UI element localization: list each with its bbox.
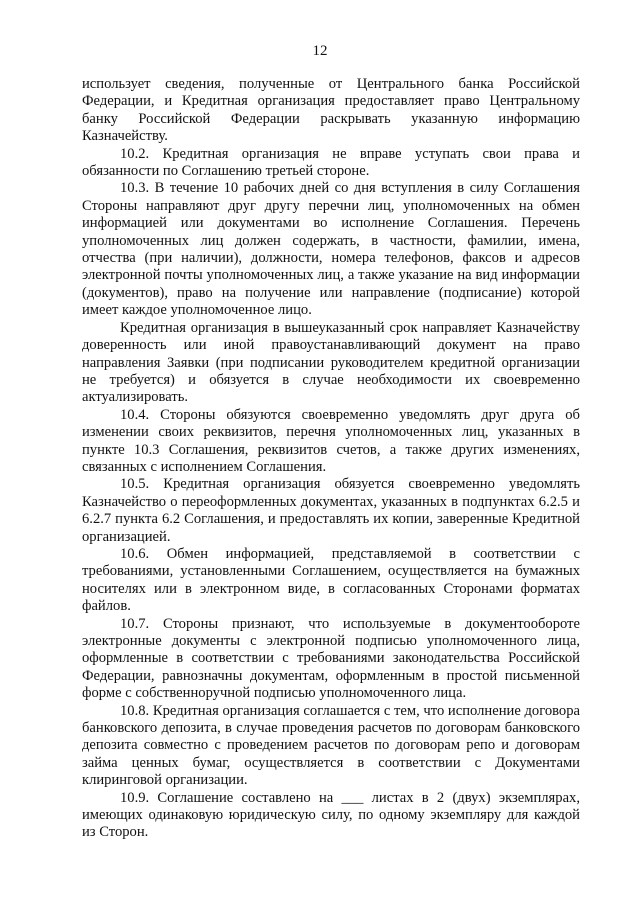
paragraph-continuation: использует сведения, полученные от Центрального банка Российской Федерации, и Кредитная организация предоставляет право Центральному банку Российской Федерации раскрывать указанную информацию Казначейству. — [82, 76, 580, 145]
paragraph-10-3-power-of-attorney: Кредитная организация в вышеуказанный срок направляет Казначейству доверенность или иной правоустанавливающий документ на право направления Заявки (при подписании руководителем кредитной организации не требуется) и обязуется в случае необходимости их своевременно актуализировать. — [82, 319, 580, 406]
paragraph-10-7: 10.7. Стороны признают, что используемые в документообороте электронные документы с электронной подписью уполномоченного лица, оформленные в соответствии с требованиями законодательства Российской Федерации, равнозначны документам, оформленным в простой письменной форме с собственноручной подписью уполномоченного лица. — [82, 615, 580, 702]
document-body — [82, 76, 580, 842]
paragraph-10-3: 10.3. В течение 10 рабочих дней со дня вступления в силу Соглашения Стороны направляют друг другу перечни лиц, уполномоченных на обмен информацией или документами во исполнение Соглашения. Перечень уполномоченных лиц должен содержать, в частности, фамилии, имена, отчества (при наличии), должности, номера телефонов, факсов и адресов электронной почты уполномоченных лиц, а также указание на вид информации (документов), право на получение или направление (подписание) которой имеет каждое уполномоченное лицо. — [82, 180, 580, 319]
paragraph-10-4: 10.4. Стороны обязуются своевременно уведомлять друг друга об изменении своих реквизитов, перечня уполномоченных лиц, указанных в пункте 10.3 Соглашения, реквизитов счетов, а также других изменениях, связанных с исполнением Соглашения. — [82, 406, 580, 475]
paragraph-10-9: 10.9. Соглашение составлено на ___ листах в 2 (двух) экземплярах, имеющих одинаковую юридическую силу, по одному экземпляру для каждой из Сторон. — [82, 789, 580, 841]
paragraph-10-6: 10.6. Обмен информацией, представляемой в соответствии с требованиями, установленными Соглашением, осуществляется на бумажных носителях или в электронном виде, в согласованных Сторонами форматах файлов. — [82, 545, 580, 615]
page-number: 12 — [312, 43, 328, 59]
paragraph-10-2: 10.2. Кредитная организация не вправе уступать свои права и обязанности по Соглашению третьей стороне. — [82, 145, 580, 180]
paragraph-10-5: 10.5. Кредитная организация обязуется своевременно уведомлять Казначейство о переоформленных документах, указанных в подпунктах 6.2.5 и 6.2.7 пункта 6.2 Соглашения, и предоставлять их копии, заверенные Кредитной организацией. — [82, 476, 580, 545]
paragraph-10-8: 10.8. Кредитная организация соглашается с тем, что исполнение договора банковского депозита, в случае проведения расчетов по договорам банковского депозита совместно с проведением расчетов по договорам репо и договорам займа ценных бумаг, осуществляется в соответствии с Документами клиринговой организации. — [82, 702, 580, 789]
